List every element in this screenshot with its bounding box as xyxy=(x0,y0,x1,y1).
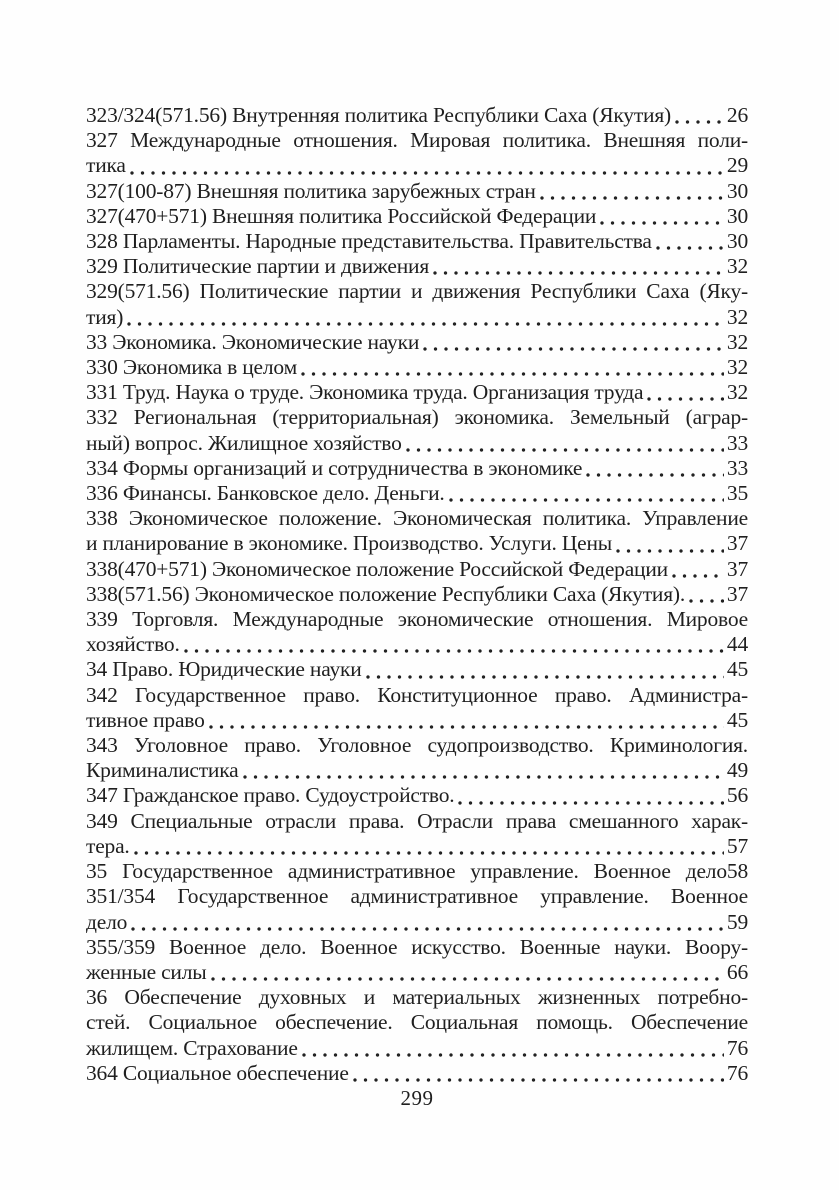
toc-page-number: 32 xyxy=(726,380,748,405)
toc-entry xyxy=(86,380,748,405)
toc-entry xyxy=(86,557,748,582)
toc-entry-text: 330 Экономика в целом xyxy=(86,355,297,380)
toc-entry xyxy=(86,884,748,934)
toc-line: стей. Социальное обеспечение. Социальная помощь. Обеспечение xyxy=(86,1010,748,1035)
dot-leader xyxy=(458,801,723,805)
toc-page-number: 66 xyxy=(726,959,748,984)
toc-line xyxy=(86,204,748,229)
toc-entry-text: и планирование в экономике. Производство. Услуги. Цены xyxy=(86,531,613,556)
toc-entry-text: 34 Право. Юридические науки xyxy=(86,657,362,682)
dot-leader xyxy=(209,725,724,729)
toc-entry-text: женные силы xyxy=(86,959,207,984)
dot-leader xyxy=(540,196,724,200)
toc-entry xyxy=(86,985,748,1061)
dot-leader xyxy=(586,473,724,477)
toc-entry-text: 347 Гражданское право. Судоустройство. xyxy=(86,783,455,808)
toc-line xyxy=(86,531,748,556)
toc-line: 342 Государственное право. Конституционное право. Администра- xyxy=(86,682,748,707)
toc-line xyxy=(86,834,748,859)
toc-entry xyxy=(86,355,748,380)
toc-entry-text: 323/324(571.56) Внутренняя политика Республики Саха (Якутия) xyxy=(86,103,671,127)
dot-leader xyxy=(406,448,724,452)
toc-entry xyxy=(86,657,748,682)
toc-line xyxy=(86,456,748,481)
dot-leader xyxy=(433,271,724,275)
toc-page-number: 32 xyxy=(726,254,748,279)
dot-leader xyxy=(675,120,724,124)
toc-line xyxy=(86,254,748,279)
toc-entry-text: Криминалистика xyxy=(86,758,239,783)
toc-line xyxy=(86,1061,748,1086)
toc-entry-text: 33 Экономика. Экономические науки xyxy=(86,329,420,354)
toc-entry xyxy=(86,279,748,329)
dot-leader xyxy=(302,1053,724,1057)
toc-entry-text: тия) xyxy=(86,304,124,329)
dot-leader xyxy=(616,549,724,553)
toc-page-number: 37 xyxy=(726,556,748,581)
toc-page-number: 57 xyxy=(726,833,748,858)
toc-page-number: 32 xyxy=(726,304,748,329)
toc-line xyxy=(86,910,748,935)
toc-page-number: 32 xyxy=(726,355,748,380)
toc-page-number: 45 xyxy=(726,657,748,682)
toc-page-number: 30 xyxy=(726,229,748,254)
toc-entry xyxy=(86,809,748,859)
dot-leader xyxy=(423,347,724,351)
toc-line xyxy=(86,481,748,506)
toc-entry xyxy=(86,683,748,733)
toc-page-number: 37 xyxy=(726,581,748,606)
toc-page-number: 29 xyxy=(726,153,748,178)
toc-line xyxy=(86,153,748,178)
dot-leader xyxy=(366,675,724,679)
toc-entry-text: дело xyxy=(86,909,128,934)
dot-leader xyxy=(600,221,724,225)
toc-page-number: 26 xyxy=(726,103,748,127)
toc-line xyxy=(86,657,748,682)
toc-line xyxy=(86,758,748,783)
dot-leader xyxy=(656,246,724,250)
toc-entry xyxy=(86,582,748,607)
dot-leader xyxy=(672,574,724,578)
toc-entry xyxy=(86,607,748,657)
dot-leader xyxy=(301,372,724,376)
toc-page-number: 30 xyxy=(726,203,748,228)
toc-line: 355/359 Военное дело. Военное искусство. Военные науки. Воору- xyxy=(86,934,748,959)
toc-page-number: 35 xyxy=(726,481,748,506)
dot-leader xyxy=(131,927,724,931)
toc-entry-text: 329 Политические партии и движения xyxy=(86,254,430,279)
toc-entry-text: 364 Социальное обеспечение xyxy=(86,1060,349,1085)
dot-leader xyxy=(243,775,724,779)
toc-page-number: 76 xyxy=(726,1035,748,1060)
toc-entry-text: ный) вопрос. Жилищное хозяйство xyxy=(86,430,402,455)
toc-entry xyxy=(86,935,748,985)
toc-page-number: 49 xyxy=(726,758,748,783)
toc-entry xyxy=(86,481,748,506)
toc-entry-text: тивное право xyxy=(86,707,205,732)
dot-leader xyxy=(353,1078,724,1082)
toc-entry-text: жилищем. Страхование xyxy=(86,1035,298,1060)
toc-page-number: 59 xyxy=(726,909,748,934)
toc-line xyxy=(86,582,748,607)
toc-line xyxy=(86,380,748,405)
toc-line: 339 Торговля. Международные экономические отношения. Мировое xyxy=(86,607,748,632)
toc-entry-text: тика xyxy=(86,153,126,178)
toc-entry-text: 331 Труд. Наука о труде. Экономика труда. Организация труда xyxy=(86,380,644,405)
toc-entry xyxy=(86,229,748,254)
toc-entry xyxy=(86,733,748,783)
toc-entry xyxy=(86,405,748,455)
toc-line: 36 Обеспечение духовных и материальных жизненных потребно- xyxy=(86,985,748,1010)
dot-leader xyxy=(211,977,724,981)
toc-entry xyxy=(86,506,748,556)
toc-line xyxy=(86,632,748,657)
toc-line: 332 Региональная (территориальная) экономика. Земельный (аграр- xyxy=(86,405,748,430)
toc-page-number: 45 xyxy=(726,707,748,732)
toc-entry-text: 336 Финансы. Банковское дело. Деньги. xyxy=(86,481,445,506)
toc-entry xyxy=(86,1061,748,1086)
toc-entry xyxy=(86,859,748,884)
toc-entry xyxy=(86,330,748,355)
toc-entry xyxy=(86,128,748,178)
dot-leader xyxy=(449,498,724,502)
toc-page-number: 30 xyxy=(726,178,748,203)
toc-line xyxy=(86,330,748,355)
toc-page-number: 33 xyxy=(726,430,748,455)
toc-line: 329(571.56) Политические партии и движения Республики Саха (Яку- xyxy=(86,279,748,304)
dot-leader xyxy=(134,851,724,855)
toc-line xyxy=(86,229,748,254)
toc-entry-text: 328 Парламенты. Народные представительства. Правительства xyxy=(86,229,652,254)
toc-page-number: 37 xyxy=(726,531,748,556)
toc-page-number: 32 xyxy=(726,329,748,354)
toc-line xyxy=(86,103,748,128)
toc-entry xyxy=(86,456,748,481)
toc-line: 338 Экономическое положение. Экономическая политика. Управление xyxy=(86,506,748,531)
dot-leader xyxy=(130,171,724,175)
toc-page-number: 44 xyxy=(726,632,748,657)
toc-entry-text: хозяйство. xyxy=(86,632,180,657)
toc-line xyxy=(86,1036,748,1061)
toc-line xyxy=(86,557,748,582)
toc-line: 349 Специальные отрасли права. Отрасли права смешанного харак- xyxy=(86,808,748,833)
toc-line xyxy=(86,708,748,733)
toc-entry xyxy=(86,204,748,229)
toc-page-number: 33 xyxy=(726,455,748,480)
page-number: 299 xyxy=(400,1086,434,1110)
toc-line xyxy=(86,431,748,456)
toc-entry-text: 338(470+571) Экономическое положение Российской Федерации xyxy=(86,556,668,581)
dot-leader xyxy=(689,599,724,603)
dot-leader xyxy=(127,322,724,326)
toc-line xyxy=(86,960,748,985)
toc-entry xyxy=(86,103,748,128)
toc-line xyxy=(86,783,748,808)
toc-entry xyxy=(86,783,748,808)
dot-leader xyxy=(184,649,724,653)
toc-entry xyxy=(86,254,748,279)
toc-entry-text: 327(100-87) Внешняя политика зарубежных стран xyxy=(86,178,536,203)
toc-entry-text: 338(571.56) Экономическое положение Республики Саха (Якутия). xyxy=(86,581,686,606)
toc-line: 343 Уголовное право. Уголовное судопроизводство. Криминология. xyxy=(86,733,748,758)
toc-line xyxy=(86,355,748,380)
toc-entry-text: 327(470+571) Внешняя политика Российской Федерации xyxy=(86,203,597,228)
toc-line xyxy=(86,305,748,330)
toc-entry-text: тера. xyxy=(86,833,130,858)
toc-entry-text: 334 Формы организаций и сотрудничества в экономике xyxy=(86,455,583,480)
toc-line: 35 Государственное административное управление. Военное дело58 xyxy=(86,859,748,884)
toc-entry xyxy=(86,179,748,204)
toc-page-number: 76 xyxy=(726,1060,748,1085)
toc-line xyxy=(86,179,748,204)
dot-leader xyxy=(647,397,724,401)
toc xyxy=(86,103,748,1086)
toc-page-number: 56 xyxy=(726,783,748,808)
toc-line: 327 Международные отношения. Мировая политика. Внешняя поли- xyxy=(86,128,748,153)
toc-line: 351/354 Государственное административное управление. Военное xyxy=(86,884,748,909)
